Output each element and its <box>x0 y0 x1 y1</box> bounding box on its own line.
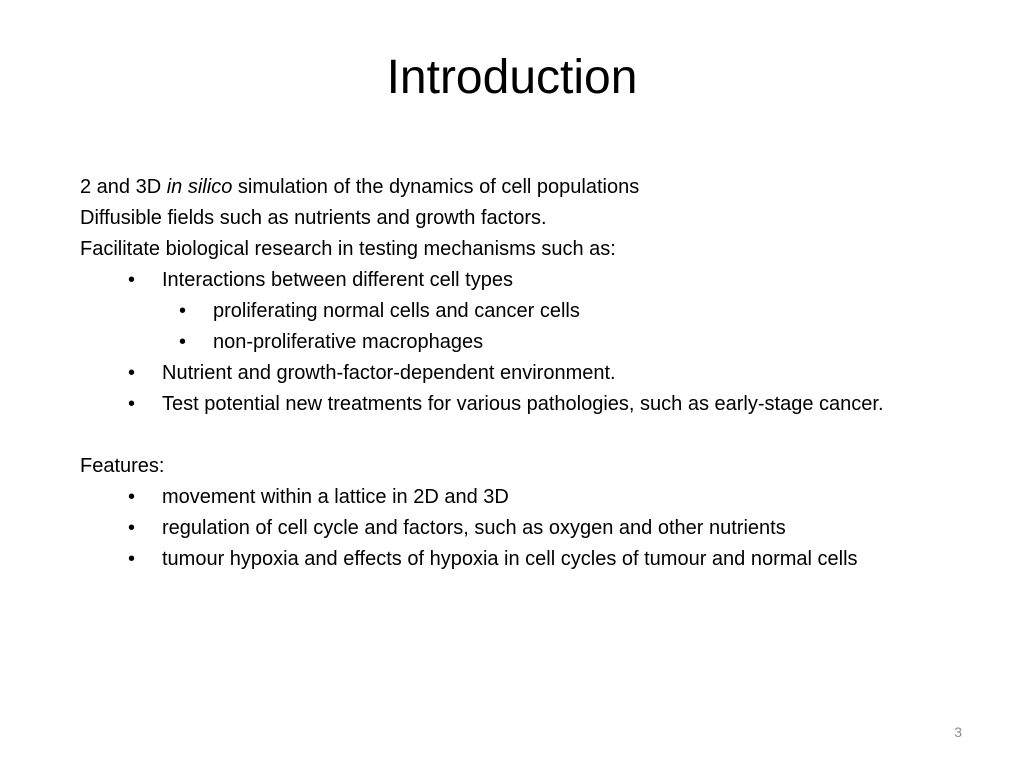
mechanism-subitem <box>80 296 960 327</box>
feature-item <box>80 482 960 513</box>
bullet-dot: • <box>128 548 136 570</box>
bullet-dot: • <box>179 300 187 322</box>
feature-item <box>80 513 960 544</box>
features-heading: Features: <box>80 455 165 477</box>
feature-item <box>80 544 960 575</box>
intro-line-fields: Diffusible fields such as nutrients and growth factors. <box>80 207 547 229</box>
feature-item-text: movement within a lattice in 2D and 3D <box>162 486 509 508</box>
mechanism-item <box>80 358 960 389</box>
page-number: 3 <box>954 724 962 740</box>
paragraph-spacer <box>80 420 960 451</box>
intro-line-simulation <box>80 172 960 203</box>
mechanism-item-text: Nutrient and growth-factor-dependent environment. <box>162 362 616 384</box>
feature-item-text: tumour hypoxia and effects of hypoxia in cell cycles of tumour and normal cells <box>162 548 858 570</box>
mechanism-subitem-text: proliferating normal cells and cancer cells <box>213 300 580 322</box>
mechanism-item-text: Interactions between different cell types <box>162 269 513 291</box>
intro-italic-term: in silico <box>166 176 233 198</box>
bullet-dot: • <box>128 362 136 384</box>
mechanism-item <box>80 389 960 420</box>
bullet-dot: • <box>179 331 187 353</box>
intro-text-suffix: simulation of the dynamics of cell populations <box>232 176 640 198</box>
bullet-dot: • <box>128 269 136 291</box>
intro-line-facilitate: Facilitate biological research in testing mechanisms such as: <box>80 238 616 260</box>
slide-title: Introduction <box>386 51 638 104</box>
mechanism-subitem-text: non-proliferative macrophages <box>213 331 484 353</box>
mechanism-item-text: Test potential new treatments for various pathologies, such as early-stage cancer. <box>162 393 884 415</box>
feature-item-text: regulation of cell cycle and factors, such as oxygen and other nutrients <box>162 517 786 539</box>
bullet-dot: • <box>128 393 136 415</box>
bullet-dot: • <box>128 486 136 508</box>
bullet-dot: • <box>128 517 136 539</box>
intro-text-prefix: 2 and 3D <box>80 176 167 198</box>
mechanism-subitem <box>80 327 960 358</box>
mechanism-item <box>80 265 960 296</box>
slide-body <box>80 172 960 575</box>
